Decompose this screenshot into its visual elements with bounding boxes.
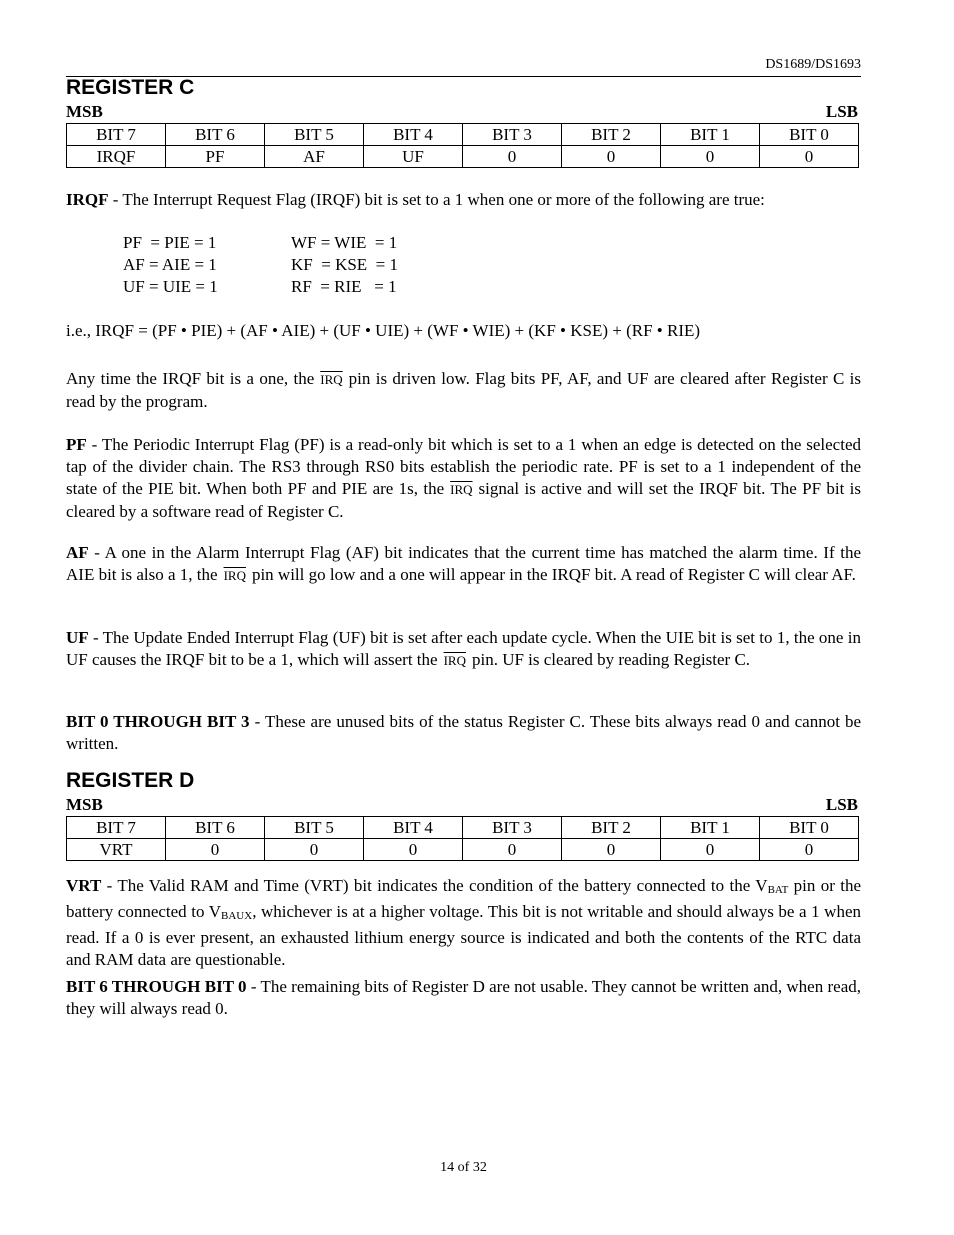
condition-row [123,232,398,254]
table-row-bits [67,817,859,839]
bit6-0-text: - The remaining bits of Register D are not usable. They cannot be written and, when read, they will always read 0. [66,977,861,1018]
bit-value: 0 [760,839,859,861]
bit-value: VRT [67,839,166,861]
bit-header: BIT 4 [364,124,463,146]
vrt-term: VRT [66,876,102,895]
table-row-values [67,146,859,168]
bit-header: BIT 5 [265,817,364,839]
bit-value: 0 [760,146,859,168]
bit-value: 0 [463,839,562,861]
bit-value: 0 [562,839,661,861]
bit-value: UF [364,146,463,168]
bit-header: BIT 2 [562,817,661,839]
condition: RF = RIE = 1 [291,277,397,296]
anytime-post: pin is driven low. Flag bits PF, AF, and UF are cleared after Register C is read by the program. [66,369,862,411]
irq-signal-label: $\overline{IRQ}$ [443,653,466,668]
bit-value: 0 [661,839,760,861]
condition-row [123,254,398,276]
bit-value: 0 [463,146,562,168]
condition: WF = WIE = 1 [291,233,398,252]
bit-header: BIT 6 [166,817,265,839]
uf-pre: - The Update Ended Interrupt Flag (UF) bit is set after each update cycle. When the UIE bit is set to 1, the one in UF causes the IRQF bit to be a 1, which will assert the [66,628,861,669]
vrt-text-b: pin or the battery connected to V [66,876,861,921]
bit-header: BIT 7 [67,124,166,146]
bit-header: BIT 1 [661,124,760,146]
af-term: AF [66,543,89,562]
msb-label: MSB [66,795,103,814]
page-number: 14 of 32 [440,1160,487,1175]
bit-header: BIT 0 [760,817,859,839]
table-row-bits [67,124,859,146]
vrt-text-c: , whichever is at a higher voltage. This bit is not writable and should always be a 1 when read. If a 0 is ever present, an exhausted lithium energy source is indicated and both the contents of the RTC data and RAM data are questionable. [66,902,862,969]
irqf-description [66,189,861,211]
irqf-term: IRQF [66,190,109,209]
lsb-label: LSB [825,795,858,814]
bit-value: AF [265,146,364,168]
condition: KF = KSE = 1 [291,255,399,274]
register-d-heading: REGISTER D [66,769,195,792]
condition: UF = UIE = 1 [123,277,218,296]
bit-header: BIT 4 [364,817,463,839]
bit-value: 0 [166,839,265,861]
vrt-paragraph [66,875,861,971]
uf-term: UF [66,628,89,647]
irq-signal-label: $\overline{IRQ}$ [223,568,246,583]
bit-value: 0 [364,839,463,861]
bit0-3-paragraph [66,711,861,755]
register-d-table [66,816,859,861]
bit6-0-term: BIT 6 THROUGH BIT 0 [66,977,247,996]
bit-value: 0 [661,146,760,168]
bit-header: BIT 0 [760,124,859,146]
af-pre: - A one in the Alarm Interrupt Flag (AF) bit indicates that the current time has matched the alarm time. If the AIE bit is also a 1, the [66,543,861,584]
bit-header: BIT 3 [463,817,562,839]
uf-post: pin. UF is cleared by reading Register C. [471,650,751,669]
pf-pre: - The Periodic Interrupt Flag (PF) is a read-only bit which is set to a 1 when an edge is detected on the selected tap of the divider chain. The RS3 through RS0 bits establish the periodic rate. PF is set to a 1 independent of the state of the PIE bit. When both PF and PIE are 1s, the [66,435,861,498]
irq-signal-label: $\overline{IRQ}$ [450,482,473,497]
bit0-3-term: BIT 0 THROUGH BIT 3 [66,712,250,731]
document-id: DS1689/DS1693 [765,57,861,72]
bit-header: BIT 3 [463,124,562,146]
condition-row [123,276,398,298]
condition: PF = PIE = 1 [123,233,217,252]
register-d-msb-lsb [66,795,858,815]
irqf-conditions [123,232,398,298]
bit-value: 0 [265,839,364,861]
af-paragraph [66,542,861,587]
bit-header: BIT 5 [265,124,364,146]
vrt-text-a: - The Valid RAM and Time (VRT) bit indicates the condition of the battery connected to the V [101,876,768,895]
lsb-label: LSB [825,102,858,121]
table-row-values [67,839,859,861]
irqf-text: - The Interrupt Request Flag (IRQF) bit is set to a 1 when one or more of the following are true: [108,190,765,209]
bit0-3-text: - These are unused bits of the status Register C. These bits always read 0 and cannot be written. [66,712,861,753]
anytime-pre: Any time the IRQF bit is a one, the [66,369,315,388]
pf-paragraph [66,434,861,523]
bit-header: BIT 7 [67,817,166,839]
anytime-paragraph [66,368,861,413]
bit-header: BIT 1 [661,817,760,839]
bit-header: BIT 2 [562,124,661,146]
bit-value: IRQF [67,146,166,168]
vbaux-subscript: BAUX [221,910,253,922]
pf-term: PF [66,435,87,454]
msb-label: MSB [66,102,103,121]
vbat-subscript: BAT [767,884,789,896]
register-c-table [66,123,859,168]
irqf-formula: i.e., IRQF = (PF • PIE) + (AF • AIE) + (UF • UIE) + (WF • WIE) + (KF • KSE) + (RF • RIE) [66,321,701,340]
irq-signal-label: $\overline{IRQ}$ [320,372,343,387]
bit6-0-paragraph [66,976,861,1020]
register-c-msb-lsb [66,102,858,122]
bit-value: PF [166,146,265,168]
uf-paragraph [66,627,861,672]
pf-post: signal is active and will set the IRQF bit. The PF bit is cleared by a software read of Register C. [66,479,861,521]
af-post: pin will go low and a one will appear in the IRQF bit. A read of Register C will clear AF. [251,565,856,584]
condition: AF = AIE = 1 [123,255,217,274]
register-c-heading: REGISTER C [66,76,195,99]
bit-value: 0 [562,146,661,168]
bit-header: BIT 6 [166,124,265,146]
